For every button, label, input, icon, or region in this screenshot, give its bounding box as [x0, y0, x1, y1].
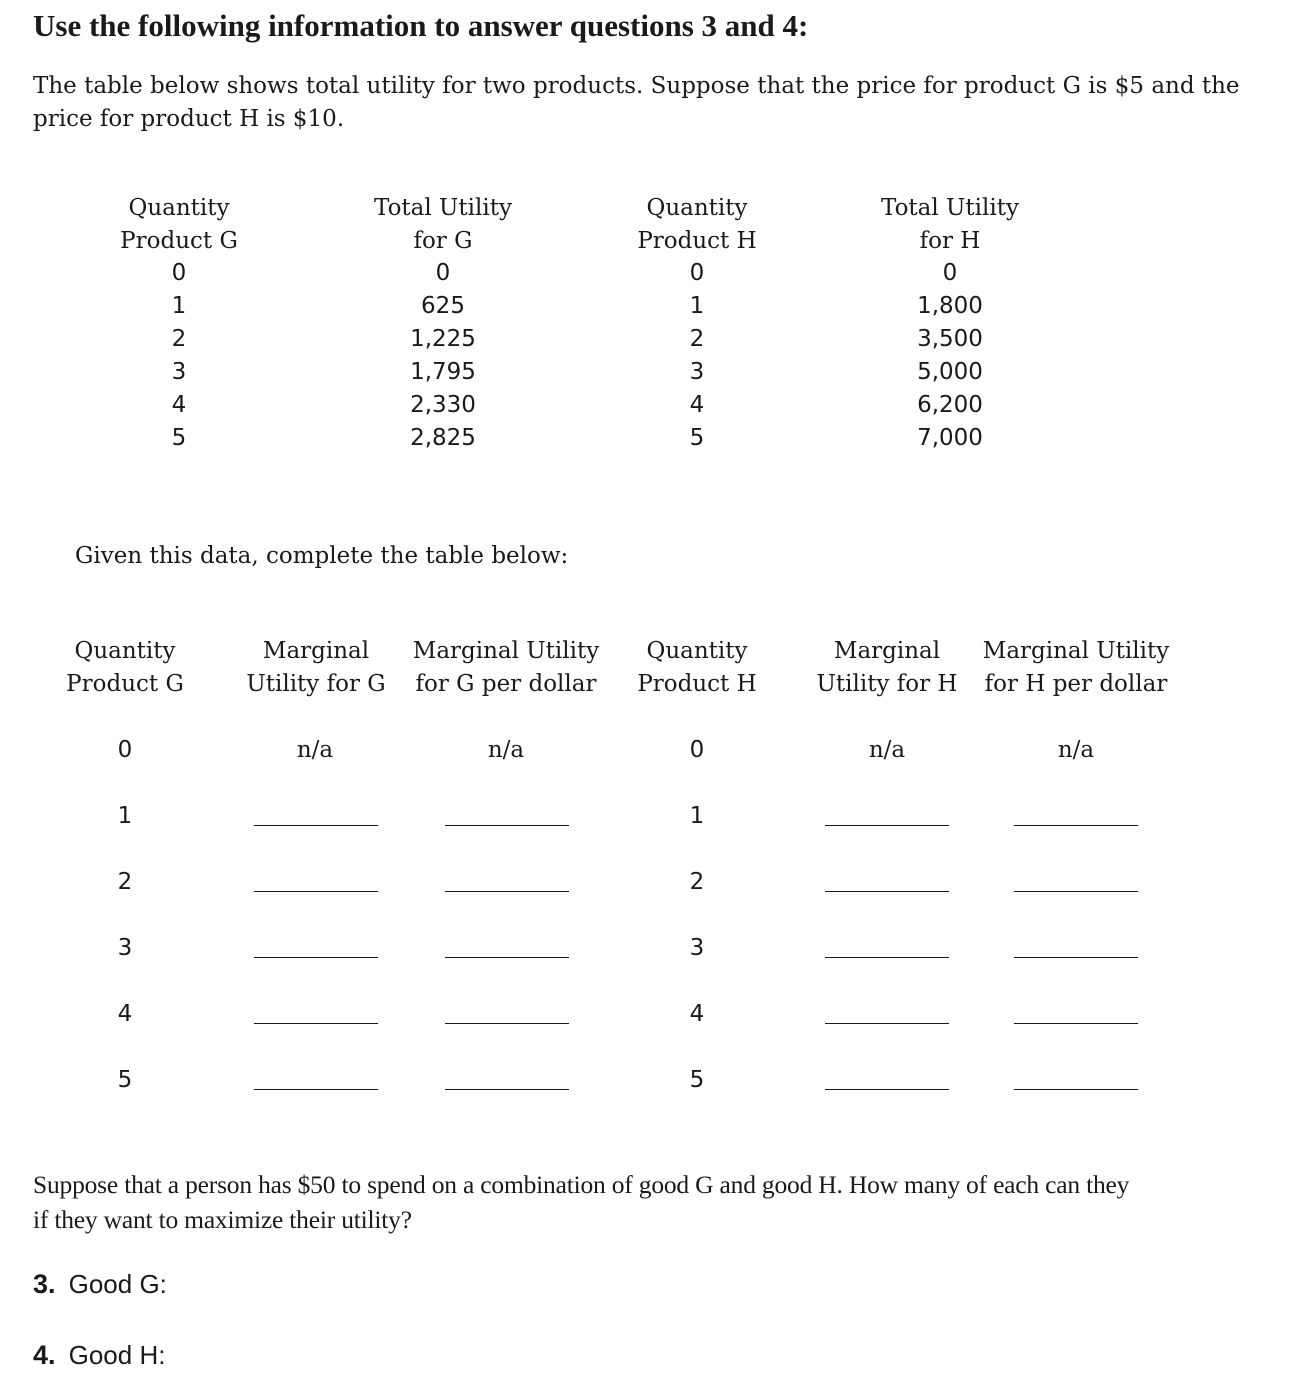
- qty-g-0: 0: [117, 737, 133, 763]
- qty-h-5: 5: [689, 1067, 705, 1093]
- table-cell: 3,500: [917, 326, 983, 352]
- blank-mu-h-4[interactable]: [825, 1023, 949, 1024]
- blank-mupd-h-4[interactable]: [1014, 1023, 1138, 1024]
- blank-mupd-g-4[interactable]: [445, 1023, 569, 1024]
- answer-4-number: 4.: [33, 1340, 56, 1370]
- blank-mu-h-1[interactable]: [825, 825, 949, 826]
- qty-h-3: 3: [689, 935, 705, 961]
- blank-mu-g-5[interactable]: [254, 1089, 378, 1090]
- table-cell: 0: [942, 260, 958, 286]
- answer-4-label: Good H:: [68, 1340, 166, 1370]
- t2-header-qty-h: Quantity Product H: [637, 638, 757, 697]
- table-cell: 5: [171, 425, 187, 451]
- na-mu-h: n/a: [868, 737, 906, 763]
- instruction-text: Given this data, complete the table below:: [75, 543, 569, 569]
- t1-header-qty-h: Quantity Product H: [637, 195, 757, 254]
- qty-h-0: 0: [689, 737, 705, 763]
- table-cell: 6,200: [917, 392, 983, 418]
- t2-header-mu-h: Marginal Utility for H: [816, 638, 958, 697]
- qty-h-4: 4: [689, 1001, 705, 1027]
- blank-mu-g-1[interactable]: [254, 825, 378, 826]
- table-cell: 5: [689, 425, 705, 451]
- t1-col-tu-g: [383, 257, 503, 455]
- answer-3: [33, 1269, 167, 1300]
- blank-mupd-g-2[interactable]: [445, 891, 569, 892]
- t1-header-qty-g: Quantity Product G: [120, 195, 238, 254]
- table-cell: 0: [689, 260, 705, 286]
- t1-header-tu-h: Total Utility for H: [881, 195, 1019, 254]
- qty-h-2: 2: [689, 869, 705, 895]
- blank-mu-h-3[interactable]: [825, 957, 949, 958]
- table-cell: 0: [435, 260, 451, 286]
- answer-3-label: Good G:: [68, 1269, 167, 1299]
- blank-mu-g-4[interactable]: [254, 1023, 378, 1024]
- question-text: [33, 1167, 1129, 1237]
- intro-paragraph: [33, 70, 1240, 136]
- intro-line-1: The table below shows total utility for two products. Suppose that the price for product G is $5 and the: [33, 73, 1240, 99]
- qty-g-3: 3: [117, 935, 133, 961]
- qty-g-1: 1: [117, 803, 133, 829]
- table-cell: 4: [171, 392, 187, 418]
- qty-h-1: 1: [689, 803, 705, 829]
- table-cell: 0: [171, 260, 187, 286]
- blank-mupd-g-3[interactable]: [445, 957, 569, 958]
- table-cell: 1: [171, 293, 187, 319]
- table-cell: 1: [689, 293, 705, 319]
- table-cell: 1,800: [917, 293, 983, 319]
- page-heading: Use the following information to answer questions 3 and 4:: [33, 8, 809, 43]
- table-cell: 2: [689, 326, 705, 352]
- t2-header-mu-g: Marginal Utility for G: [246, 638, 386, 697]
- question-line-1: Suppose that a person has $50 to spend on a combination of good G and good H. How many of each can they: [33, 1170, 1130, 1199]
- blank-mupd-h-2[interactable]: [1014, 891, 1138, 892]
- t1-col-qty-h: [657, 257, 737, 455]
- t2-header-mupd-g: Marginal Utility for G per dollar: [412, 638, 600, 697]
- table-cell: 4: [689, 392, 705, 418]
- intro-line-2: price for product H is $10.: [33, 106, 345, 132]
- t1-col-tu-h: [890, 257, 1010, 455]
- answer-4: [33, 1340, 165, 1371]
- qty-g-2: 2: [117, 869, 133, 895]
- na-mu-g: n/a: [296, 737, 334, 763]
- table-cell: 1,225: [410, 326, 476, 352]
- blank-mupd-h-5[interactable]: [1014, 1089, 1138, 1090]
- qty-g-4: 4: [117, 1001, 133, 1027]
- question-line-2: if they want to maximize their utility?: [33, 1205, 412, 1234]
- blank-mu-g-2[interactable]: [254, 891, 378, 892]
- blank-mupd-g-1[interactable]: [445, 825, 569, 826]
- table-cell: 2,825: [410, 425, 476, 451]
- t2-header-mupd-h: Marginal Utility for H per dollar: [982, 638, 1170, 697]
- table-cell: 625: [421, 293, 465, 319]
- answer-3-number: 3.: [33, 1269, 56, 1299]
- blank-mupd-g-5[interactable]: [445, 1089, 569, 1090]
- t1-header-tu-g: Total Utility for G: [374, 195, 512, 254]
- t1-col-qty-g: [139, 257, 219, 455]
- table-cell: 1,795: [410, 359, 476, 385]
- table-cell: 2,330: [410, 392, 476, 418]
- qty-g-5: 5: [117, 1067, 133, 1093]
- table-cell: 7,000: [917, 425, 983, 451]
- blank-mu-h-2[interactable]: [825, 891, 949, 892]
- na-mupd-h: n/a: [1057, 737, 1095, 763]
- blank-mupd-h-1[interactable]: [1014, 825, 1138, 826]
- blank-mu-g-3[interactable]: [254, 957, 378, 958]
- table-cell: 2: [171, 326, 187, 352]
- na-mupd-g: n/a: [487, 737, 525, 763]
- t2-header-qty-g: Quantity Product G: [66, 638, 184, 697]
- blank-mupd-h-3[interactable]: [1014, 957, 1138, 958]
- table-cell: 3: [689, 359, 705, 385]
- table-cell: 5,000: [917, 359, 983, 385]
- table-cell: 3: [171, 359, 187, 385]
- blank-mu-h-5[interactable]: [825, 1089, 949, 1090]
